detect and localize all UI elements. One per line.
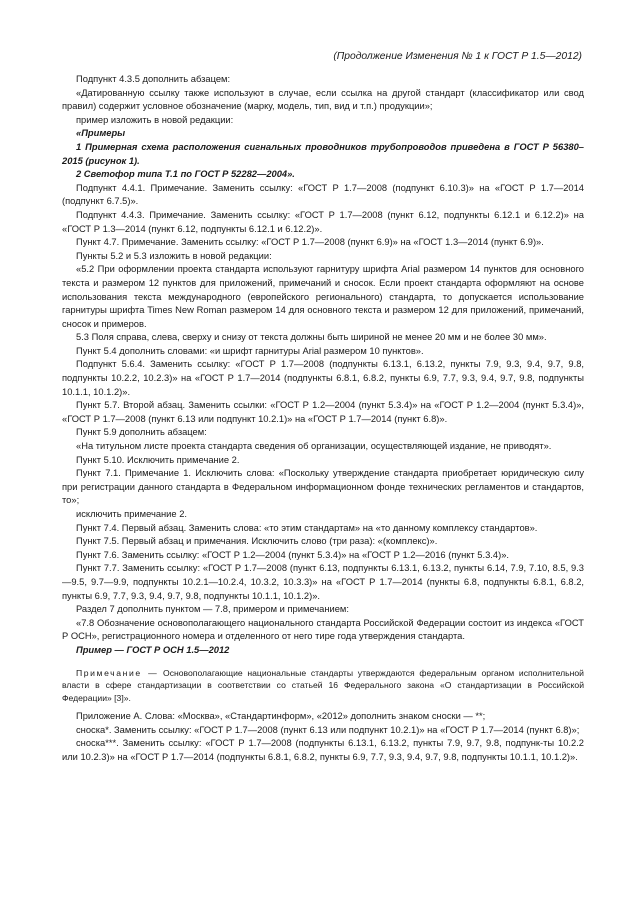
paragraph: сноска***. Заменить ссылку: «ГОСТ Р 1.7—2008 (подпункты 6.13.1, 6.13.2, пункты 7.9, 9.7, 9.8, подпунк-ты 10.2.2 или 10.2.3)» на «ГОСТ Р 1.7—2014 (подпункты 6.8.1, 6.8.2, пункты 6.9, 7.7, 9.3, 9.4, 9.7, 9.8, подпункты 10.1.1, 10.1.2)». [62, 738, 584, 762]
paragraph: «7.8 Обозначение основополагающего национального стандарта Российской Федерации состоит из индекса «ГОСТ Р ОСН», регистрационного номера и отделенного от него тире года утверждения стандарта. [62, 617, 584, 642]
paragraph: Пункт 7.5. Первый абзац и примечания. Исключить слово (три раза): «(комплекс)». [76, 536, 438, 547]
document-body [62, 73, 584, 764]
paragraph-examples-heading: «Примеры [76, 128, 126, 139]
paragraph: «На титульном листе проекта стандарта сведения об организации, осуществляющей издание, не приводят». [76, 441, 552, 452]
paragraph: исключить примечание 2. [76, 509, 187, 519]
page-header: (Продолжение Изменения № 1 к ГОСТ Р 1.5—2012) [333, 51, 582, 62]
paragraph: Пункт 5.9 дополнить абзацем: [76, 427, 207, 438]
note-label: Примечание — [76, 667, 159, 678]
paragraph: Пункт 5.10. Исключить примечание 2. [76, 454, 240, 465]
note-paragraph [62, 667, 584, 705]
paragraph: Пункт 7.6. Заменить ссылку: «ГОСТ Р 1.2—2004 (пункт 5.3.4)» на «ГОСТ Р 1.2—2016 (пункт 5.3.4)». [76, 549, 509, 560]
paragraph: Пункт 7.7. Заменить ссылку: «ГОСТ Р 1.7—2008 (пункт 6.13, подпункты 6.13.1, 6.13.2, пункты 6.14, 7.9, 7.10, 8.5, 9.3—9.5, 9.7—9.9, подпункты 10.2.1—10.2.4, 10.3.2, 10.3.3)» на «ГОСТ Р 1.7—2014 (пункты 6.8, подпункты 6.8.1, 6.8.2, пункты 6.9, 7.7, 9.3, 9.4, 9.7, 9.8, подпункты 10.1.1, 10.1.2)». [62, 563, 584, 601]
paragraph: Подпункт 4.4.1. Примечание. Заменить ссылку: «ГОСТ Р 1.7—2008 (подпункт 6.10.3)» на «ГОСТ Р 1.7—2014 (подпункт 6.7.5)». [62, 182, 584, 207]
paragraph: пример изложить в новой редакции: [76, 114, 234, 125]
paragraph: Подпункт 5.6.4. Заменить ссылку: «ГОСТ Р 1.7—2008 (подпункты 6.13.1, 6.13.2, пункты 7.9, 9.3, 9.4, 9.7, 9.8, подпункты 10.2.2, 10.2.3)» на «ГОСТ Р 1.7—2014 (подпункты 6.8.1, 6.8.2, пункты 6.9, 7.7, 9.3, 9.4, 9.7, 9.8, подпункты 10.1.1, 10.1.2)». [62, 359, 584, 397]
paragraph: Подпункт 4.4.3. Примечание. Заменить ссылку: «ГОСТ Р 1.7—2008 (пункт 6.12, подпункты 6.12.1 и 6.12.2)» на «ГОСТ Р 1.3—2014 (пункт 6.12, подпункты 6.12.1 и 6.12.2)». [62, 209, 584, 234]
paragraph: «5.2 При оформлении проекта стандарта используют гарнитуру шрифта Arial размером 14 пунктов для основного текста и размером 12 пунктов для приложений, примечаний и сносок. Если проект стандарта оформляют на основе использования текста международного (европейского регионального) стандарта, то допускается использование гарнитуры шрифта Times New Roman размером 14 для основного текста и размером 12 для приложений, примечаний, сносок и примеров. [62, 264, 584, 329]
paragraph: Пункт 7.4. Первый абзац. Заменить слова: «то этим стандартам» на «то данному комплексу стандартов». [76, 522, 538, 533]
paragraph: «Датированную ссылку также используют в случае, если ссылка на другой стандарт (классификатор или свод правил) содержит условное обозначение (марку, модель, тип, вид и т.п.) продукции»; [62, 87, 584, 112]
paragraph: 5.3 Поля справа, слева, сверху и снизу от текста должны быть шириной не менее 20 мм и не более 30 мм». [76, 332, 547, 343]
paragraph: Пункт 5.7. Второй абзац. Заменить ссылки: «ГОСТ Р 1.2—2004 (пункт 5.3.4)» на «ГОСТ Р 1.2—2004 (пункт 5.3.4)», «ГОСТ Р 1.7—2008 (пункт 6.13 или подпункт 10.2.1)» на «ГОСТ Р 1.7—2014 (пункт 6.8)». [62, 400, 584, 424]
paragraph: Подпункт 4.3.5 дополнить абзацем: [76, 74, 231, 84]
paragraph: Раздел 7 дополнить пунктом — 7.8, примером и примечанием: [76, 604, 349, 615]
paragraph: сноска*. Заменить ссылку: «ГОСТ Р 1.7—2008 (пункт 6.13 или подпункт 10.2.1)» на «ГОСТ Р 1.7—2014 (пункт 6.8)»; [76, 724, 580, 735]
paragraph: Пункты 5.2 и 5.3 изложить в новой редакции: [76, 250, 272, 261]
note-text: Основополагающие национальные стандарты утверждаются федеральным органом исполнительной власти в сфере стандартизации в соответствии со статьей 16 Федерального закона «О стандартизации в Российской Федерации» [3]». [62, 667, 584, 704]
paragraph: Пункт 4.7. Примечание. Заменить ссылку: «ГОСТ Р 1.7—2008 (пункт 6.9)» на «ГОСТ 1.3—2014 (пункт 6.9)». [76, 237, 544, 248]
paragraph-example: Пример — ГОСТ Р ОСН 1.5—2012 [76, 644, 230, 655]
paragraph-example: 1 Примерная схема расположения сигнальных проводников трубопроводов приведена в ГОСТ Р 56380–2015 (рисунок 1). [62, 141, 584, 166]
paragraph: Пункт 7.1. Примечание 1. Исключить слова: «Поскольку утверждение стандарта приобретает юридическую силу при регистрации данного стандарта в Федеральном информационном фонде технических регламентов и стандартов, то»; [62, 468, 584, 506]
paragraph-example: 2 Светофор типа Т.1 по ГОСТ Р 52282—2004». [76, 169, 295, 180]
paragraph: Пункт 5.4 дополнить словами: «и шрифт гарнитуры Arial размером 10 пунктов». [76, 345, 424, 356]
paragraph: Приложение А. Слова: «Москва», «Стандартинформ», «2012» дополнить знаком сноски — **; [76, 710, 486, 721]
